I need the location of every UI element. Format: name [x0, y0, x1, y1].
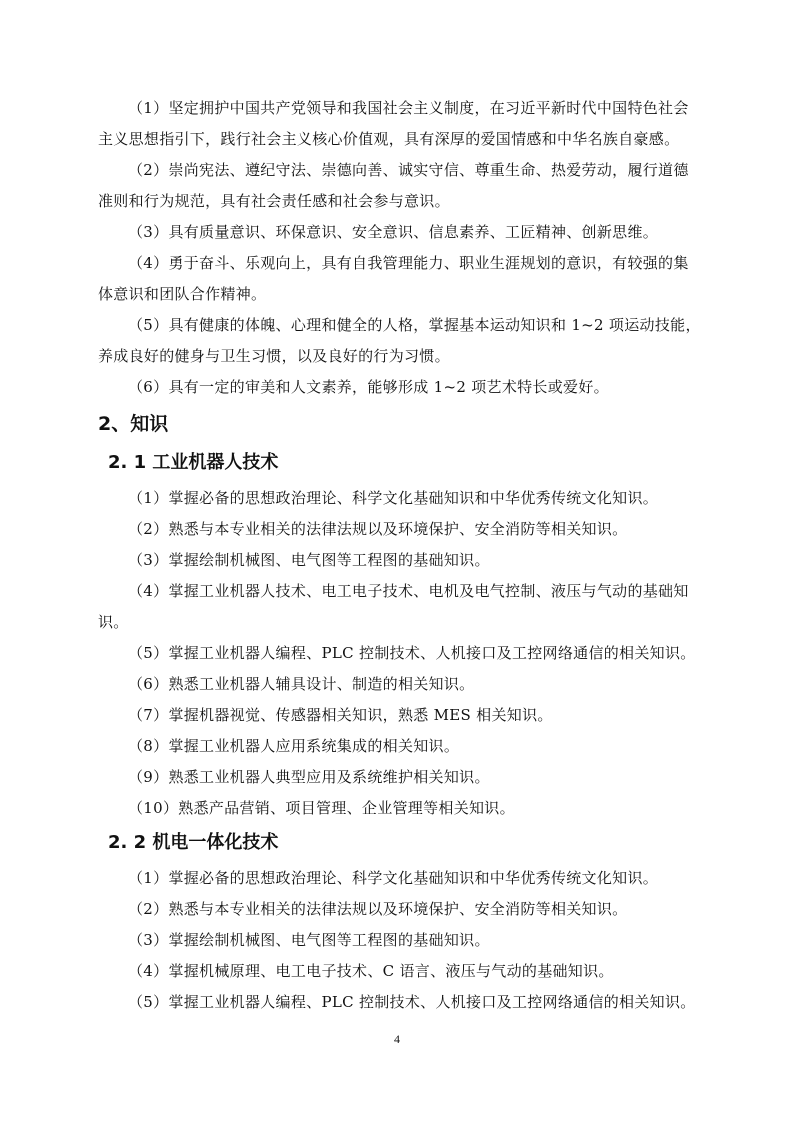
robot-item-8: （8）掌握工业机器人应用系统集成的相关知识。 — [128, 737, 460, 755]
quality-item-2: （2）崇尚宪法、遵纪守法、崇德向善、诚实守信、尊重生命、热爱劳动，履行道德准则和行为规范，具有社会责任感和社会参与意识。 — [98, 161, 689, 210]
quality-item-6: （6）具有一定的审美和人文素养，能够形成 1~2 项艺术特长或爱好。 — [128, 378, 609, 396]
robot-item-3: （3）掌握绘制机械图、电气图等工程图的基础知识。 — [128, 551, 490, 569]
section-heading-knowledge: 2、知识 — [98, 413, 169, 435]
robot-item-1: （1）掌握必备的思想政治理论、科学文化基础知识和中华优秀传统文化知识。 — [128, 489, 659, 507]
robot-item-7: （7）掌握机器视觉、传感器相关知识，熟悉 MES 相关知识。 — [128, 706, 553, 724]
page-number: 4 — [394, 1032, 400, 1046]
robot-item-6: （6）熟悉工业机器人辅具设计、制造的相关知识。 — [128, 675, 475, 693]
mechatronics-item-5: （5）掌握工业机器人编程、PLC 控制技术、人机接口及工控网络通信的相关知识。 — [128, 993, 696, 1011]
mechatronics-item-4: （4）掌握机械原理、电工电子技术、C 语言、液压与气动的基础知识。 — [128, 962, 614, 980]
robot-item-10: （10）熟悉产品营销、项目管理、企业管理等相关知识。 — [128, 799, 515, 817]
robot-item-2: （2）熟悉与本专业相关的法律法规以及环境保护、安全消防等相关知识。 — [128, 520, 628, 538]
robot-item-4: （4）掌握工业机器人技术、电工电子技术、电机及电气控制、液压与气动的基础知识。 — [98, 582, 689, 631]
subsection-heading-mechatronics: 2. 2 机电一体化技术 — [108, 832, 279, 853]
mechatronics-item-1: （1）掌握必备的思想政治理论、科学文化基础知识和中华优秀传统文化知识。 — [128, 869, 659, 887]
quality-item-5: （5）具有健康的体魄、心理和健全的人格，掌握基本运动知识和 1~2 项运动技能，养成良好的健身与卫生习惯，以及良好的行为习惯。 — [98, 316, 701, 365]
page-content — [98, 93, 702, 1018]
mechatronics-item-3: （3）掌握绘制机械图、电气图等工程图的基础知识。 — [128, 931, 490, 949]
mechatronics-item-2: （2）熟悉与本专业相关的法律法规以及环境保护、安全消防等相关知识。 — [128, 900, 628, 918]
quality-item-1: （1）坚定拥护中国共产党领导和我国社会主义制度，在习近平新时代中国特色社会主义思想指引下，践行社会主义核心价值观，具有深厚的爱国情感和中华名族自豪感。 — [98, 99, 689, 148]
quality-item-3: （3）具有质量意识、环保意识、安全意识、信息素养、工匠精神、创新思维。 — [128, 223, 659, 241]
subsection-heading-robot: 2. 1 工业机器人技术 — [108, 452, 279, 473]
quality-item-4: （4）勇于奋斗、乐观向上，具有自我管理能力、职业生涯规划的意识，有较强的集体意识和团队合作精神。 — [98, 254, 689, 303]
robot-item-9: （9）熟悉工业机器人典型应用及系统维护相关知识。 — [128, 768, 490, 786]
robot-item-5: （5）掌握工业机器人编程、PLC 控制技术、人机接口及工控网络通信的相关知识。 — [128, 644, 696, 662]
